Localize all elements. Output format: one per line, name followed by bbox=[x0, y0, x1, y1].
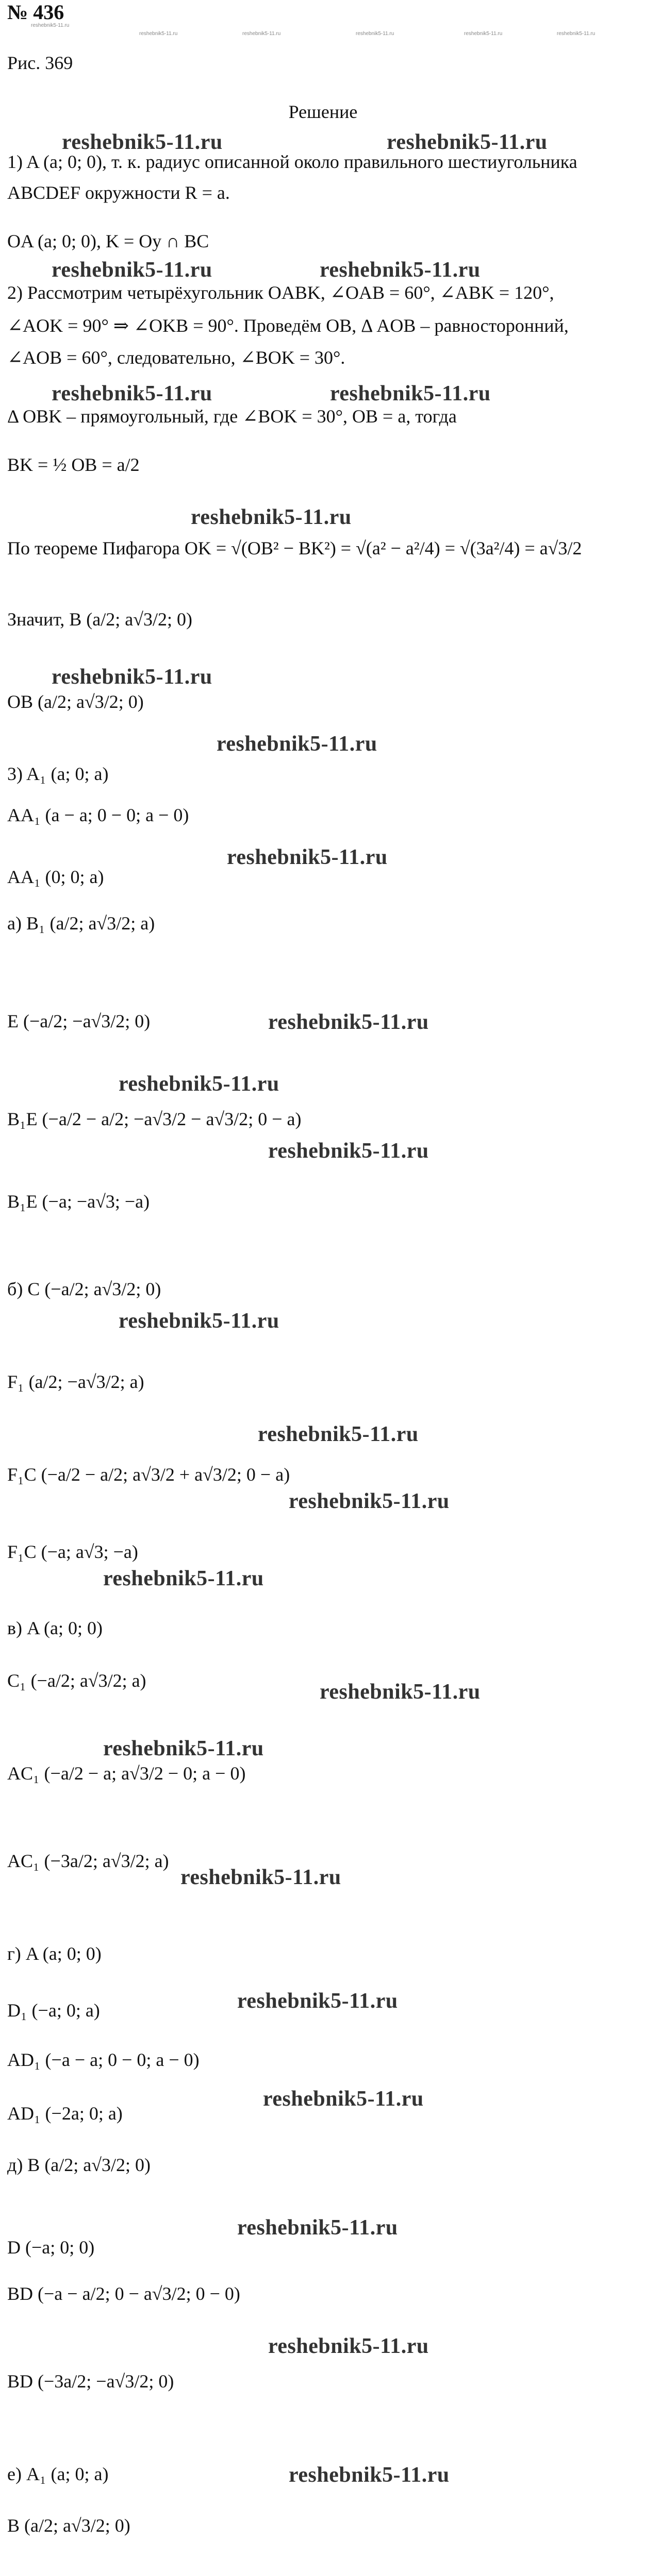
solution-line: а) B₁ (a/2; a√3/2; a) bbox=[7, 913, 155, 934]
solution-line: AD₁ (−a − a; 0 − 0; a − 0) bbox=[7, 2049, 200, 2070]
solution-line: AD₁ (−2a; 0; a) bbox=[7, 2103, 123, 2124]
watermark: reshebnik5-11.ru bbox=[119, 1072, 279, 1096]
watermark: reshebnik5-11.ru bbox=[119, 1309, 279, 1333]
solution-line: в) A (a; 0; 0) bbox=[7, 1618, 103, 1638]
solution-line: ∠AOB = 60°, следовательно, ∠BOK = 30°. bbox=[7, 347, 345, 368]
solution-line: E (−a/2; −a√3/2; 0) bbox=[7, 1011, 151, 1031]
watermark: reshebnik5-11.ru bbox=[52, 258, 212, 282]
watermark: reshebnik5-11.ru bbox=[237, 2216, 398, 2240]
solution-line: Δ OBK – прямоугольный, где ∠BOK = 30°, OB = a, тогда bbox=[7, 406, 457, 427]
watermark: reshebnik5-11.ru bbox=[268, 1010, 429, 1034]
watermark: reshebnik5-11.ru bbox=[320, 1680, 481, 1704]
solution-line: ∠AOK = 90° ⇒ ∠OKB = 90°. Проведём OB, Δ AOB – равносторонний, bbox=[7, 315, 569, 336]
solution-line: B₁E (−a; −a√3; −a) bbox=[7, 1191, 150, 1212]
watermark: reshebnik5-11.ru bbox=[217, 732, 377, 756]
solution-line: По теореме Пифагора OK = √(OB² − BK²) = √(a² − a²/4) = √(3a²/4) = a√3/2 bbox=[7, 538, 582, 558]
solution-line: OA (a; 0; 0), K = Oy ∩ BC bbox=[7, 231, 209, 251]
watermark: reshebnik5-11.ru bbox=[289, 1489, 450, 1513]
watermark: reshebnik5-11.ru bbox=[263, 2087, 424, 2111]
solution-line: OB (a/2; a√3/2; 0) bbox=[7, 691, 144, 712]
watermark: reshebnik5-11.ru bbox=[320, 258, 481, 282]
solution-line: 2) Рассмотрим четырёхугольник OABK, ∠OAB = 60°, ∠ABK = 120°, bbox=[7, 282, 554, 303]
solution-line: D (−a; 0; 0) bbox=[7, 2237, 95, 2258]
solution-line: ABCDEF окружности R = a. bbox=[7, 182, 230, 203]
watermark: reshebnik5-11.ru bbox=[62, 130, 223, 154]
watermark: reshebnik5-11.ru bbox=[330, 382, 491, 405]
figure-ref: Рис. 369 bbox=[7, 53, 73, 73]
watermark-small: reshebnik5-11.ru bbox=[464, 31, 503, 37]
watermark: reshebnik5-11.ru bbox=[52, 665, 212, 689]
watermark: reshebnik5-11.ru bbox=[268, 2334, 429, 2358]
solution-line: 1) A (a; 0; 0), т. к. радиус описанной около правильного шестиугольника bbox=[7, 151, 577, 172]
watermark-small: reshebnik5-11.ru bbox=[31, 23, 70, 28]
solution-line: 3) A₁ (a; 0; a) bbox=[7, 764, 109, 784]
solution-line: D₁ (−a; 0; a) bbox=[7, 2000, 100, 2021]
watermark: reshebnik5-11.ru bbox=[289, 2463, 450, 2487]
watermark: reshebnik5-11.ru bbox=[191, 505, 352, 529]
solution-line: BK = ½ OB = a/2 bbox=[7, 454, 140, 475]
solution-line: Значит, B (a/2; a√3/2; 0) bbox=[7, 609, 192, 630]
solution-line: B (a/2; a√3/2; 0) bbox=[7, 2515, 130, 2536]
watermark: reshebnik5-11.ru bbox=[227, 845, 388, 869]
solution-line: е) A₁ (a; 0; a) bbox=[7, 2464, 109, 2484]
watermark: reshebnik5-11.ru bbox=[52, 382, 212, 405]
solution-line: д) B (a/2; a√3/2; 0) bbox=[7, 2155, 151, 2175]
watermark: reshebnik5-11.ru bbox=[268, 1139, 429, 1163]
solution-line: г) A (a; 0; 0) bbox=[7, 1943, 102, 1964]
watermark: reshebnik5-11.ru bbox=[387, 130, 548, 154]
watermark-small: reshebnik5-11.ru bbox=[139, 31, 178, 37]
watermark: reshebnik5-11.ru bbox=[103, 1737, 264, 1760]
watermark-small: reshebnik5-11.ru bbox=[557, 31, 595, 37]
solution-line: AC₁ (−a/2 − a; a√3/2 − 0; a − 0) bbox=[7, 1763, 246, 1784]
watermark: reshebnik5-11.ru bbox=[180, 1866, 341, 1889]
solution-line: б) C (−a/2; a√3/2; 0) bbox=[7, 1279, 161, 1299]
solution-line: AC₁ (−3a/2; a√3/2; a) bbox=[7, 1851, 169, 1871]
watermark-small: reshebnik5-11.ru bbox=[242, 31, 281, 37]
solution-line: BD (−3a/2; −a√3/2; 0) bbox=[7, 2371, 174, 2392]
solution-line: C₁ (−a/2; a√3/2; a) bbox=[7, 1670, 146, 1691]
solution-line: B₁E (−a/2 − a/2; −a√3/2 − a√3/2; 0 − a) bbox=[7, 1109, 302, 1129]
solution-line: BD (−a − a/2; 0 − a√3/2; 0 − 0) bbox=[7, 2283, 240, 2304]
solution-line: AA₁ (0; 0; a) bbox=[7, 867, 104, 887]
watermark: reshebnik5-11.ru bbox=[258, 1422, 419, 1446]
solution-title: Решение bbox=[288, 101, 358, 122]
solution-line: F₁C (−a; a√3; −a) bbox=[7, 1541, 138, 1562]
solution-line: F₁ (a/2; −a√3/2; a) bbox=[7, 1371, 144, 1392]
problem-number: № 436 bbox=[7, 1, 64, 24]
watermark-small: reshebnik5-11.ru bbox=[356, 31, 394, 37]
solution-line: F₁C (−a/2 − a/2; a√3/2 + a√3/2; 0 − a) bbox=[7, 1464, 290, 1485]
solution-line: AA₁ (a − a; 0 − 0; a − 0) bbox=[7, 805, 189, 825]
watermark: reshebnik5-11.ru bbox=[237, 1989, 398, 2013]
watermark: reshebnik5-11.ru bbox=[103, 1567, 264, 1590]
